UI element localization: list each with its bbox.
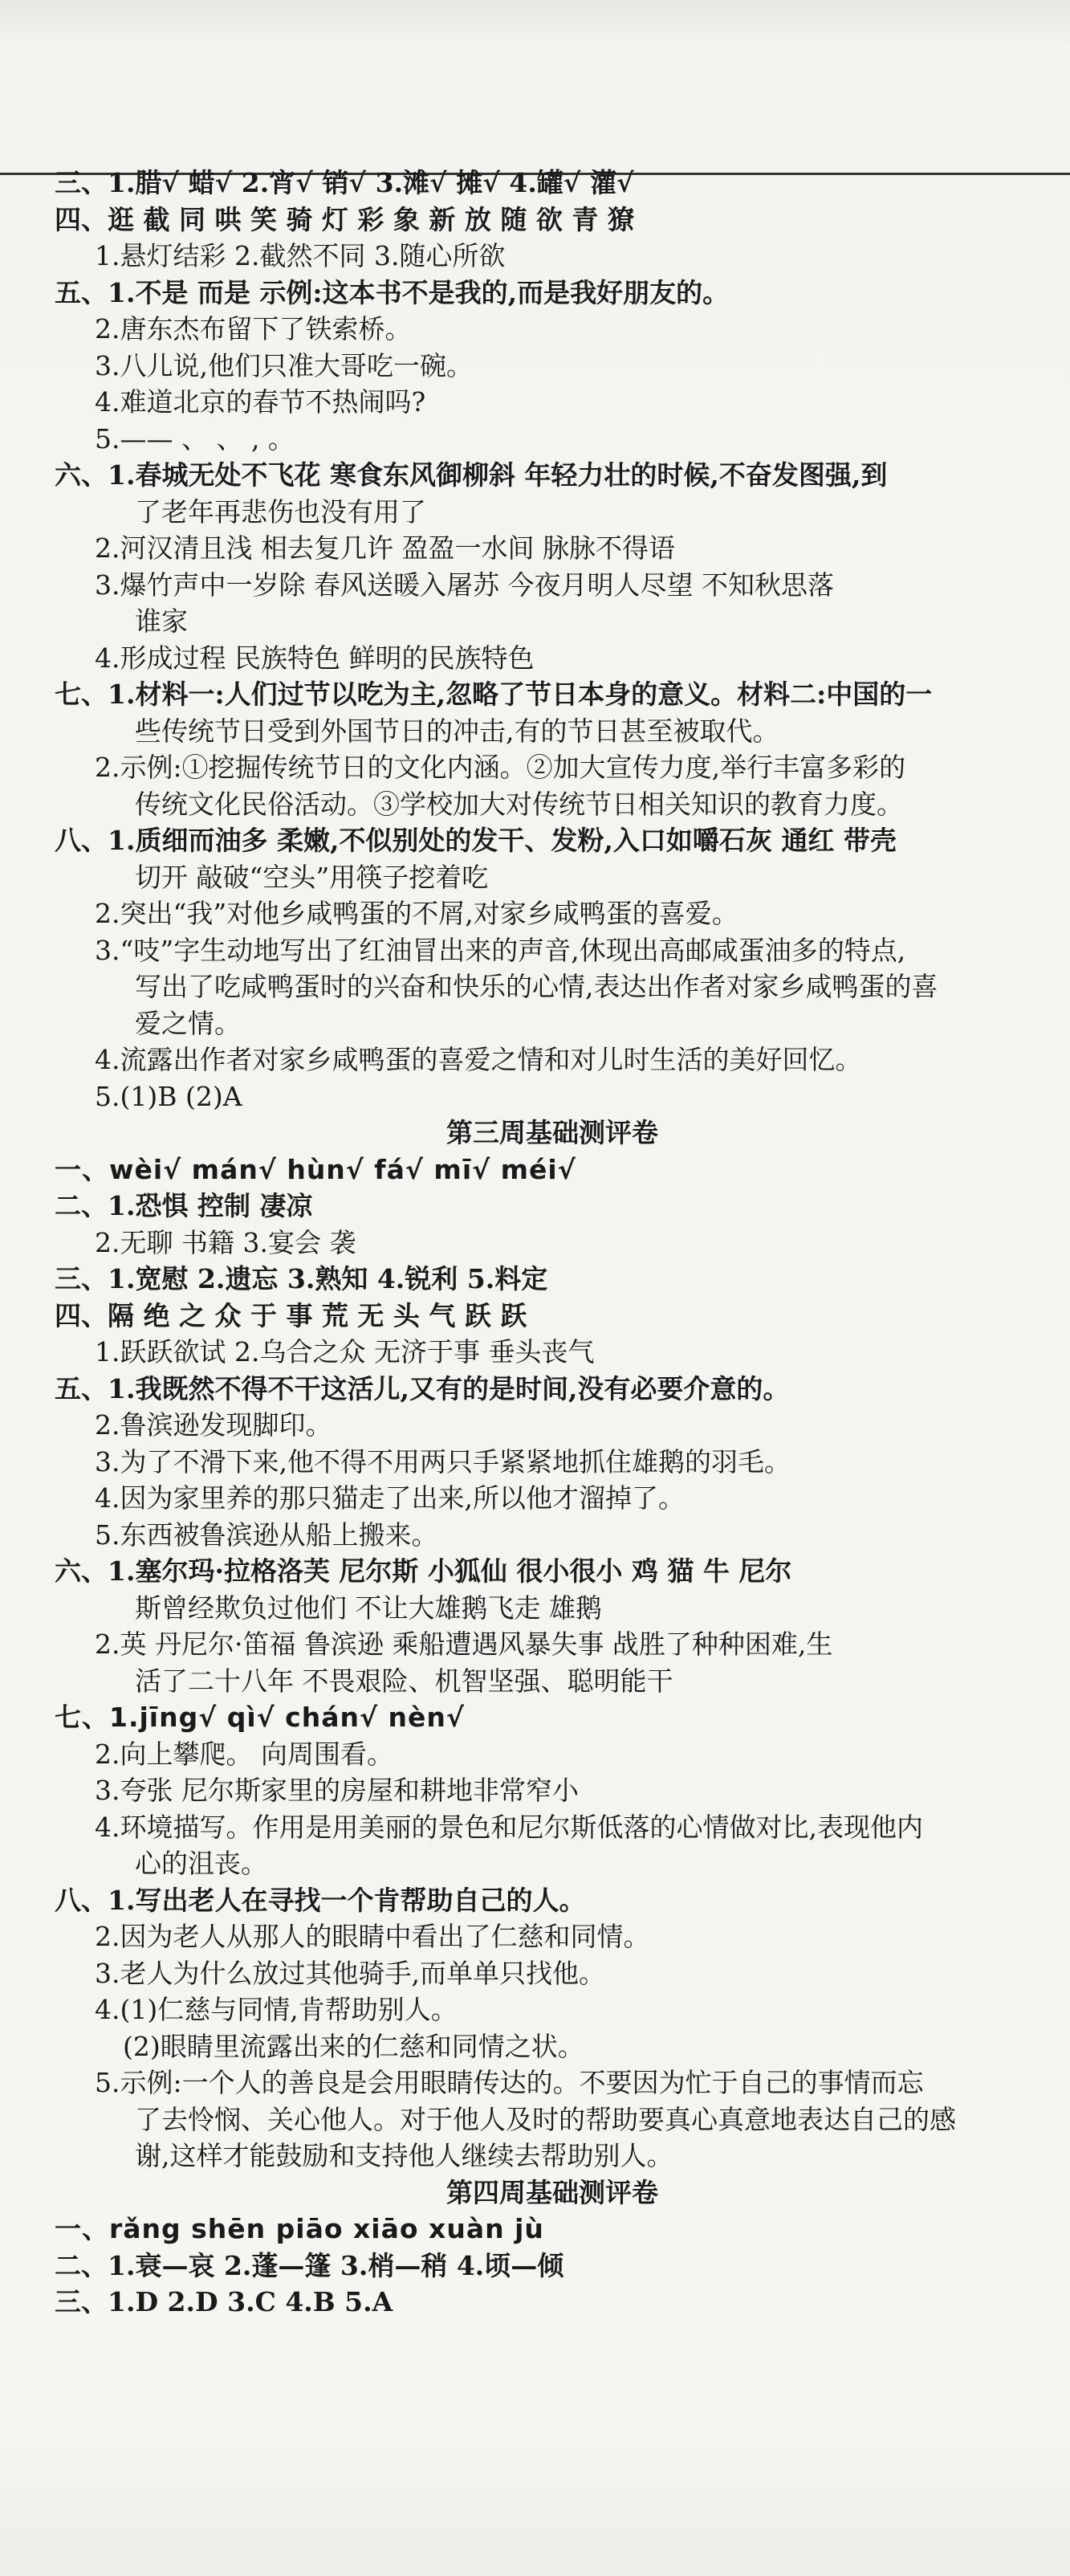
answer-line: 七、1.材料一:人们过节以吃为主,忽略了节日本身的意义。材料二:中国的一 bbox=[55, 679, 933, 710]
section-heading: 第三周基础测评卷 bbox=[446, 1117, 658, 1148]
answer-line: 5.(1)B (2)A bbox=[95, 1080, 242, 1112]
answer-line: 5.示例:一个人的善良是会用眼睛传达的。不要因为忙于自己的事情而忘 bbox=[95, 2067, 924, 2098]
answer-line: 一、wèi√ mán√ hùn√ fá√ mī√ méi√ bbox=[55, 1153, 576, 1185]
answer-line: 四、隔 绝 之 众 于 事 荒 无 头 气 跃 跃 bbox=[55, 1299, 527, 1331]
answer-line: 了老年再悲伤也没有用了 bbox=[135, 495, 426, 528]
answer-line: 2.鲁滨逊发现脚印。 bbox=[95, 1409, 332, 1441]
answer-line: 5.—— 、 、 , 。 bbox=[95, 422, 295, 454]
answer-line: 三、1.腊√ 蜡√ 2.宵√ 销√ 3.滩√ 摊√ 4.罐√ 灌√ bbox=[55, 167, 634, 198]
answer-line: 3.“吱”字生动地写出了红油冒出来的声音,休现出高邮咸蛋油多的特点, bbox=[95, 934, 906, 966]
answer-line: 二、1.恐惧 控制 凄凉 bbox=[55, 1190, 313, 1221]
answer-line: 一、rǎng shēn piāo xiāo xuàn jù bbox=[55, 2213, 544, 2244]
answer-line: 3.老人为什么放过其他骑手,而单单只找他。 bbox=[95, 1957, 605, 1989]
answer-line: 斯曾经欺负过他们 不让大雄鹅飞走 雄鹅 bbox=[135, 1592, 602, 1624]
answer-line: 七、1.jīng√ qì√ chán√ nèn√ bbox=[55, 1702, 465, 1733]
answer-line: 4.难道北京的春节不热闹吗? bbox=[95, 386, 426, 418]
answer-line: 2.向上攀爬。 向周围看。 bbox=[95, 1738, 393, 1770]
answer-line: 八、1.质细而油多 柔嫩,不似别处的发干、发粉,入口如嚼石灰 通红 带壳 bbox=[55, 825, 897, 856]
answer-line: 3.八儿说,他们只准大哥吃一碗。 bbox=[95, 349, 473, 381]
answer-line: 2.河汉清且浅 相去复几许 盈盈一水间 脉脉不得语 bbox=[95, 532, 675, 564]
answer-line: 六、1.春城无处不飞花 寒食东风御柳斜 年轻力壮的时候,不奋发图强,到 bbox=[55, 459, 888, 491]
answer-line: 4.(1)仁慈与同情,肯帮助别人。 bbox=[95, 1994, 458, 2025]
answer-line: 4.形成过程 民族特色 鲜明的民族特色 bbox=[95, 642, 535, 674]
answer-line: 谢,这样才能鼓励和支持他人继续去帮助别人。 bbox=[135, 2140, 673, 2171]
answer-line: 心的沮丧。 bbox=[135, 1848, 267, 1879]
answer-line: 2.因为老人从那人的眼睛中看出了仁慈和同情。 bbox=[95, 1921, 650, 1952]
answer-line: 谁家 bbox=[135, 605, 188, 637]
answer-line: 四、逛 截 同 哄 笑 骑 灯 彩 象 新 放 随 欲 青 獠 bbox=[55, 203, 634, 235]
answer-line: 2.无聊 书籍 3.宴会 袭 bbox=[95, 1226, 356, 1258]
answer-line: 切开 敲破“空头”用筷子挖着吃 bbox=[135, 861, 489, 893]
answer-line: 1.悬灯结彩 2.截然不同 3.随心所欲 bbox=[95, 240, 506, 271]
answer-line: 4.因为家里养的那只猫走了出来,所以他才溜掉了。 bbox=[95, 1482, 685, 1514]
answer-line: 2.英 丹尼尔·笛福 鲁滨逊 乘船遭遇风暴失事 战胜了种种困难,生 bbox=[95, 1628, 833, 1660]
answer-line: 八、1.写出老人在寻找一个肯帮助自己的人。 bbox=[55, 1884, 586, 1916]
answer-line: 三、1.D 2.D 3.C 4.B 5.A bbox=[55, 2286, 393, 2317]
answer-line: 1.跃跃欲试 2.乌合之众 无济于事 垂头丧气 bbox=[95, 1336, 595, 1367]
answer-line: 2.唐东杰布留下了铁索桥。 bbox=[95, 313, 412, 344]
answer-line: 3.爆竹声中一岁除 春风送暖入屠苏 今夜月明人尽望 不知秋思落 bbox=[95, 569, 834, 601]
answer-line: 爱之情。 bbox=[135, 1007, 241, 1039]
answer-content bbox=[55, 165, 1050, 2321]
answer-line: 五、1.不是 而是 示例:这本书不是我的,而是我好朋友的。 bbox=[55, 276, 730, 308]
answer-line: 二、1.衰—哀 2.蓬—篷 3.梢—稍 4.顷—倾 bbox=[55, 2249, 564, 2281]
answer-line: 写出了吃咸鸭蛋时的兴奋和快乐的心情,表达出作者对家乡咸鸭蛋的喜 bbox=[135, 971, 938, 1002]
answer-line: (2)眼睛里流露出来的仁慈和同情之状。 bbox=[123, 2030, 584, 2062]
answer-line: 五、1.我既然不得不干这活儿,又有的是时间,没有必要介意的。 bbox=[55, 1372, 790, 1404]
answer-line: 传统文化民俗活动。③学校加大对传统节日相关知识的教育力度。 bbox=[135, 788, 903, 820]
answer-line: 5.东西被鲁滨逊从船上搬来。 bbox=[95, 1518, 438, 1551]
answer-line: 4.流露出作者对家乡咸鸭蛋的喜爱之情和对儿时生活的美好回忆。 bbox=[95, 1044, 862, 1075]
answer-line: 六、1.塞尔玛·拉格洛芙 尼尔斯 小狐仙 很小很小 鸡 猫 牛 尼尔 bbox=[55, 1555, 792, 1587]
answer-line: 4.环境描写。作用是用美丽的景色和尼尔斯低落的心情做对比,表现他内 bbox=[95, 1811, 923, 1843]
answer-line: 2.示例:①挖掘传统节日的文化内涵。②加大宣传力度,举行丰富多彩的 bbox=[95, 752, 906, 783]
answer-line: 3.为了不滑下来,他不得不用两只手紧紧地抓住雄鹅的羽毛。 bbox=[95, 1445, 791, 1478]
answer-line: 了去怜悯、关心他人。对于他人及时的帮助要真心真意地表达自己的感 bbox=[135, 2103, 956, 2135]
answer-line: 2.突出“我”对他乡咸鸭蛋的不屑,对家乡咸鸭蛋的喜爱。 bbox=[95, 898, 738, 929]
section-heading: 第四周基础测评卷 bbox=[446, 2176, 658, 2208]
answer-line: 活了二十八年 不畏艰险、机智坚强、聪明能干 bbox=[135, 1665, 673, 1697]
answer-line: 3.夸张 尼尔斯家里的房屋和耕地非常窄小 bbox=[95, 1775, 579, 1806]
answer-line: 些传统节日受到外国节日的冲击,有的节日甚至被取代。 bbox=[135, 715, 779, 747]
answer-line: 三、1.宽慰 2.遗忘 3.熟知 4.锐利 5.料定 bbox=[55, 1263, 548, 1294]
